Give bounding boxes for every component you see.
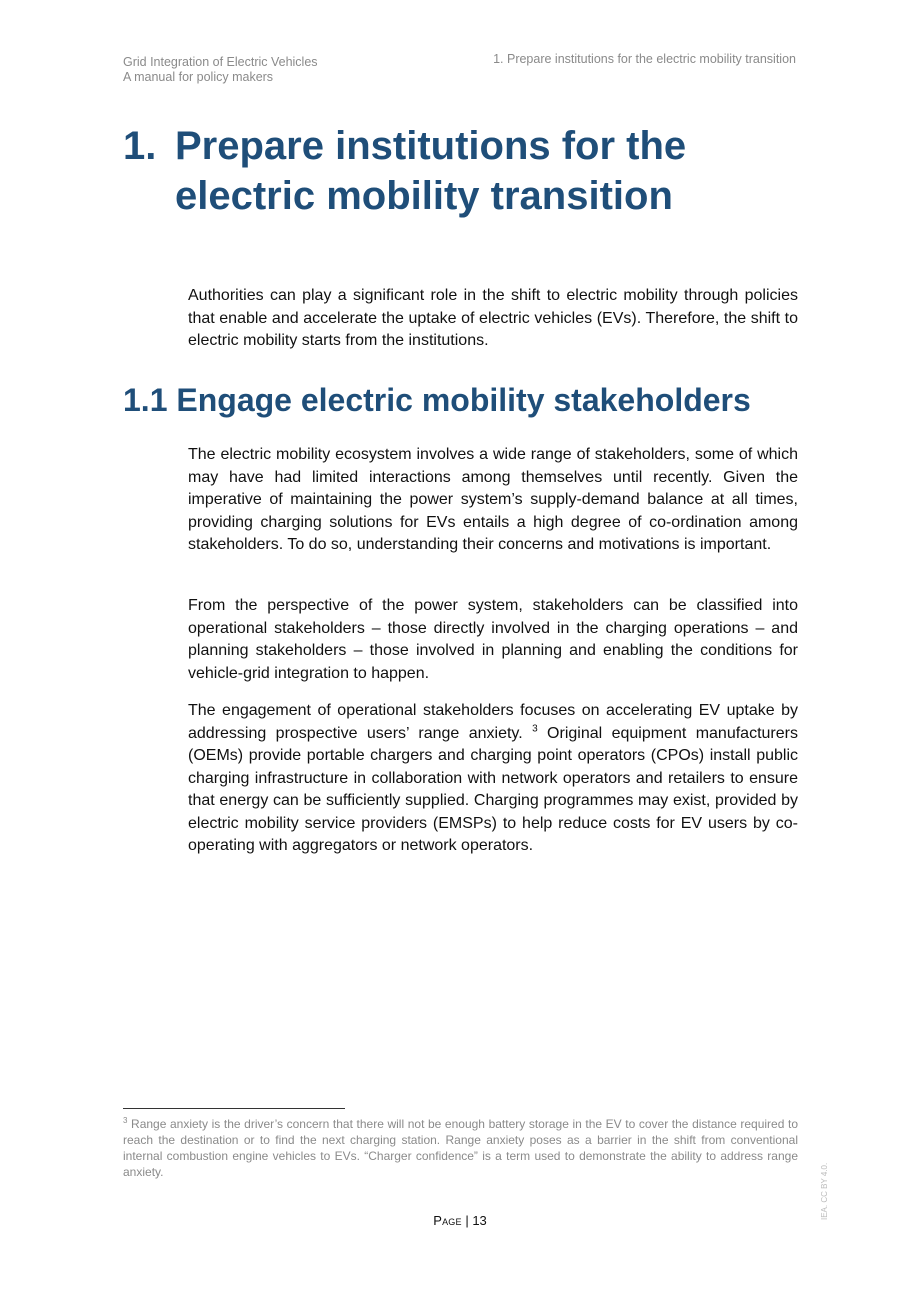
page-separator: |	[465, 1213, 469, 1228]
footnote-reference[interactable]: 3	[532, 723, 538, 735]
document-title: Grid Integration of Electric Vehicles	[123, 55, 318, 69]
section-paragraph-1: The electric mobility ecosystem involves a wide range of stakeholders, some of which may have had limited interactions among themselves until recently. Given the imperative of maintaining the power system’s supply-demand balance at all times, providing charging solutions for EVs entails a high degree of co-ordination among stakeholders. To do so, understanding their concerns and motivations is important.	[188, 446, 798, 553]
section-heading: 1.1 Engage electric mobility stakeholders	[123, 382, 751, 418]
running-header-left	[123, 55, 318, 85]
page-number	[0, 1213, 920, 1229]
footnote-marker: 3	[123, 1116, 128, 1125]
license-watermark: IEA. CC BY 4.0.	[820, 1162, 829, 1220]
page-label: Page	[433, 1213, 462, 1228]
page-number-value: 13	[472, 1213, 487, 1228]
section-paragraph-2: From the perspective of the power system, stakeholders can be classified into operational stakeholders – those directly involved in the charging operations – and planning stakeholders – those involved in planning and enabling the conditions for vehicle-grid integration to happen.	[188, 597, 798, 682]
chapter-heading	[123, 121, 823, 221]
section-paragraph-3	[188, 700, 798, 858]
paragraph-3-text-start: The engagement of operational stakeholders focuses on accelerating EV uptake by addressing prospective users’ range anxiety.	[188, 702, 798, 742]
footnote-text: Range anxiety is the driver’s concern that there will not be enough battery storage in the EV to cover the distance required to reach the destination or to find the next charging station. Range anxiety poses as a barrier in the shift from conventional internal combustion engine vehicles to EVs. “Charger confidence” is a term used to demonstrate the ability to address range anxiety.	[123, 1117, 798, 1179]
footnote	[123, 1116, 798, 1180]
document-subtitle: A manual for policy makers	[123, 70, 274, 84]
chapter-number: 1.	[123, 124, 157, 168]
intro-paragraph: Authorities can play a significant role in the shift to electric mobility through policies that enable and accelerate the uptake of electric vehicles (EVs). Therefore, the shift to electric mobility starts from the institutions.	[188, 287, 798, 349]
chapter-title: Prepare institutions for the electric mobility transition	[175, 124, 687, 218]
footnote-separator	[123, 1108, 345, 1109]
paragraph-3-text-end: Original equipment manufacturers (OEMs) provide portable chargers and charging point operators (CPOs) install public charging infrastructure in collaboration with network operators and retailers to ensure that energy can be sufficiently supplied. Charging programmes may exist, provided by electric mobility service providers (EMSPs) to help reduce costs for EV users by co-operating with aggregators or network operators.	[188, 724, 798, 854]
running-header-right: 1. Prepare institutions for the electric mobility transition	[493, 52, 796, 66]
